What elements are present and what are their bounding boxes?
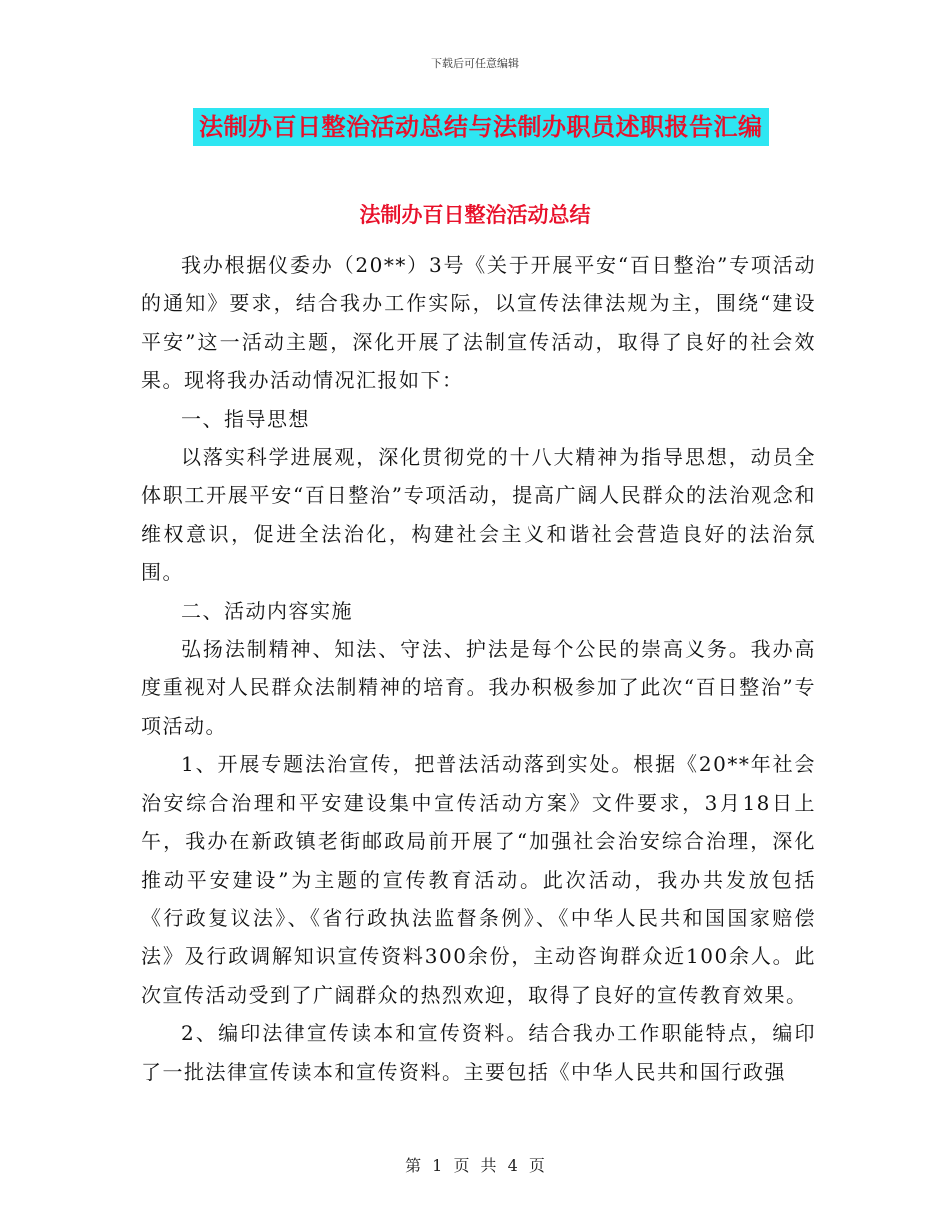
document-title: 法制办百日整治活动总结与法制办职员述职报告汇编 bbox=[193, 108, 769, 146]
header-note: 下载后可任意编辑 bbox=[431, 57, 519, 70]
section-title: 法制办百日整治活动总结 bbox=[359, 203, 591, 227]
paragraph: 我办根据仪委办（20**）3号《关于开展平安“百日整治”专项活动的通知》要求，结合我办工作实际，以宣传法律法规为主，围绕“建设平安”这一活动主题，深化开展了法制宣传活动，取得了良好的社会效果。现将我办活动情况汇报如下： bbox=[141, 253, 816, 393]
heading-activity-content: 二、活动内容实施 bbox=[181, 598, 353, 623]
heading-guiding-ideology: 一、指导思想 bbox=[181, 406, 310, 431]
paragraph: 弘扬法制精神、知法、守法、护法是每个公民的崇高义务。我办高度重视对人民群众法制精神的培育。我办积极参加了此次“百日整治”专项活动。 bbox=[141, 637, 816, 738]
paragraph: 2、编印法律宣传读本和宣传资料。结合我办工作职能特点，编印了一批法律宣传读本和宣传资料。主要包括《中华人民共和国行政强 bbox=[141, 1021, 816, 1084]
body-text bbox=[141, 246, 816, 1091]
paragraph: 1、开展专题法治宣传，把普法活动落到实处。根据《20**年社会治安综合治理和平安建设集中宣传活动方案》文件要求，3月18日上午，我办在新政镇老街邮政局前开展了“加强社会治安综合治理，深化推动平安建设”为主题的宣传教育活动。此次活动，我办共发放包括《行政复议法》、《省行政执法监督条例》、《中华人民共和国国家赔偿法》及行政调解知识宣传资料300余份，主动咨询群众近100余人。此次宣传活动受到了广阔群众的热烈欢迎，取得了良好的宣传教育效果。 bbox=[141, 752, 816, 1007]
paragraph: 以落实科学进展观，深化贯彻党的十八大精神为指导思想，动员全体职工开展平安“百日整治”专项活动，提高广阔人民群众的法治观念和维权意识，促进全法治化，构建社会主义和谐社会营造良好的法治氛围。 bbox=[141, 445, 816, 585]
page-footer: 第 1 页 共 4 页 bbox=[405, 1156, 545, 1175]
